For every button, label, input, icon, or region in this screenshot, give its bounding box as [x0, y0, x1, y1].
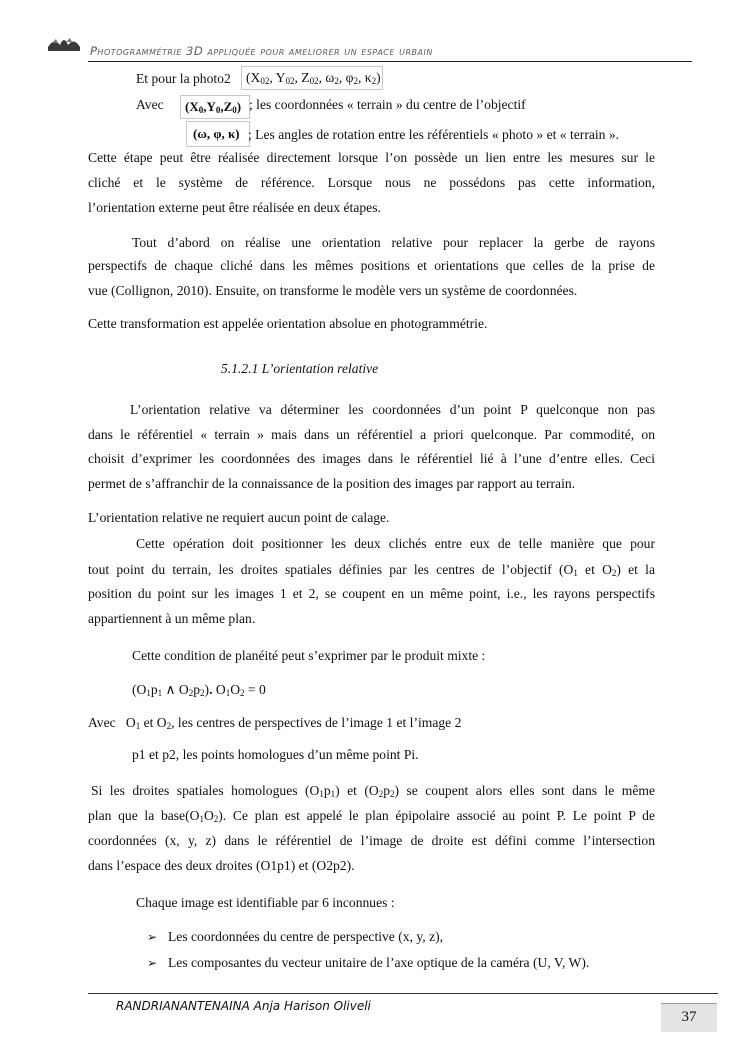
p9-line2: plan que la $base(O_1O_2)$. Ce plan est appelé le plan épipolaire associé au point P. Le point P de [88, 808, 655, 824]
p6-line4: appartiennent à un même plan. [88, 611, 256, 626]
bullet-item-2: Les composantes du vecteur unitaire de l’axe optique de la caméra (U, V, W). [168, 955, 590, 970]
line-angles-desc: ; Les angles de rotation entre les référentiels « photo » et « terrain ». [248, 127, 620, 142]
p4-line2: dans le référentiel « terrain » mais dans un référentiel a priori quelconque. Par commodité, on [88, 427, 655, 442]
p6-line2: tout point du terrain, les droites spatiales définies par les centres de l’objectif ($O_1$ et $O_2$) et la [88, 562, 655, 578]
math-photo2-params: ($X_{02}$, $Y_{02}$, $Z_{02}$, $\omega_2$, $\varphi_2$, $\kappa_2$) [241, 66, 383, 90]
p6-line3: position du point sur les images 1 et 2, se coupent en un même point, i.e., les rayons perspectifs [88, 586, 655, 601]
p3-line1: Cette transformation est appelée orientation absolue en photogrammétrie. [88, 316, 488, 331]
p6-line1: Cette opération doit positionner les deux clichés entre eux de telle manière que pour [136, 536, 655, 551]
p5-line1: L’orientation relative ne requiert aucun point de calage. [88, 510, 390, 525]
p4-line3: choisit d’exprimer les coordonnées des images dans le référentiel lié à l’une d’entre elles. Ceci [88, 451, 655, 466]
p1-line2: cliché et le système de référence. Lorsque nous ne possédons pas cette information, [88, 175, 655, 190]
footer-author: RANDRIANANTENAINA Anja Harison Oliveli [116, 999, 371, 1013]
page-number: 37 [661, 1003, 717, 1032]
p1-line1: Cette étape peut être réalisée directement lorsque l’on possède un lien entre les mesures sur le [88, 150, 655, 165]
p2-line3: vue (Collignon, 2010). Ensuite, on transforme le modèle vers un système de coordonnées. [88, 283, 578, 298]
p2-line1: Tout d’abord on réalise une orientation relative pour replacer la gerbe de rayons [132, 235, 655, 250]
footer-rule [88, 993, 718, 994]
p4-line4: permet de s’affranchir de la connaissance de la position des images par rapport au terrain. [88, 476, 576, 491]
p1-line3: l’orientation externe peut être réalisée en deux étapes. [88, 200, 381, 215]
bullet-arrow-icon: ➢ [147, 930, 158, 944]
math-center-coords: $(X_0,Y_0,Z_0)$ [180, 95, 250, 119]
section-heading: 5.1.2.1 L’orientation relative [221, 361, 379, 376]
p2-line2: perspectifs de chaque cliché dans les mêmes positions et orientations que celles de la prise de [88, 258, 655, 273]
p4-line1: L’orientation relative va déterminer les coordonnées d’un point P quelconque non pas [130, 402, 655, 417]
p7-line1: Cette condition de planéité peut s’exprimer par le produit mixte : [132, 648, 486, 663]
p9-line4: dans l’espace des deux droites (O1p1) et (O2p2). [88, 858, 355, 873]
line-photo2: Et pour la photo2 [136, 71, 231, 86]
bullet-arrow-icon: ➢ [147, 956, 158, 970]
avec-label: Avec [136, 97, 164, 112]
p9-line3: coordonnées (x, y, z) dans le référentiel de l’image de droite est défini comme l’intersection [88, 833, 655, 848]
header-logo [46, 33, 82, 53]
formula: ($O_1p_1$ ∧ $O_2p_2$). $O_1O_2 = 0$ [132, 682, 266, 698]
header-rule [88, 61, 692, 62]
math-angles: (ω, φ, κ) [186, 121, 250, 147]
p10-line1: Chaque image est identifiable par 6 inconnues : [136, 895, 395, 910]
avec-centers: Avec $O_1$ et $O_2$, les centres de perspectives de l’image 1 et l’image 2 [88, 715, 462, 731]
line-center-desc: ; les coordonnées « terrain » du centre de l’objectif [249, 97, 526, 112]
p9-line1: Si les droites spatiales homologues $(O_1p_1)$ et $(O_2p_2)$ se coupent alors elles sont dans le même [91, 783, 655, 799]
running-header: Photogrammétrie 3D appliquée pour ameliorer un espace urbain [90, 44, 433, 58]
bullet-item-1: Les coordonnées du centre de perspective (x, y, z), [168, 929, 444, 944]
p8-line1: p1 et p2, les points homologues d’un même point Pi. [132, 747, 419, 762]
